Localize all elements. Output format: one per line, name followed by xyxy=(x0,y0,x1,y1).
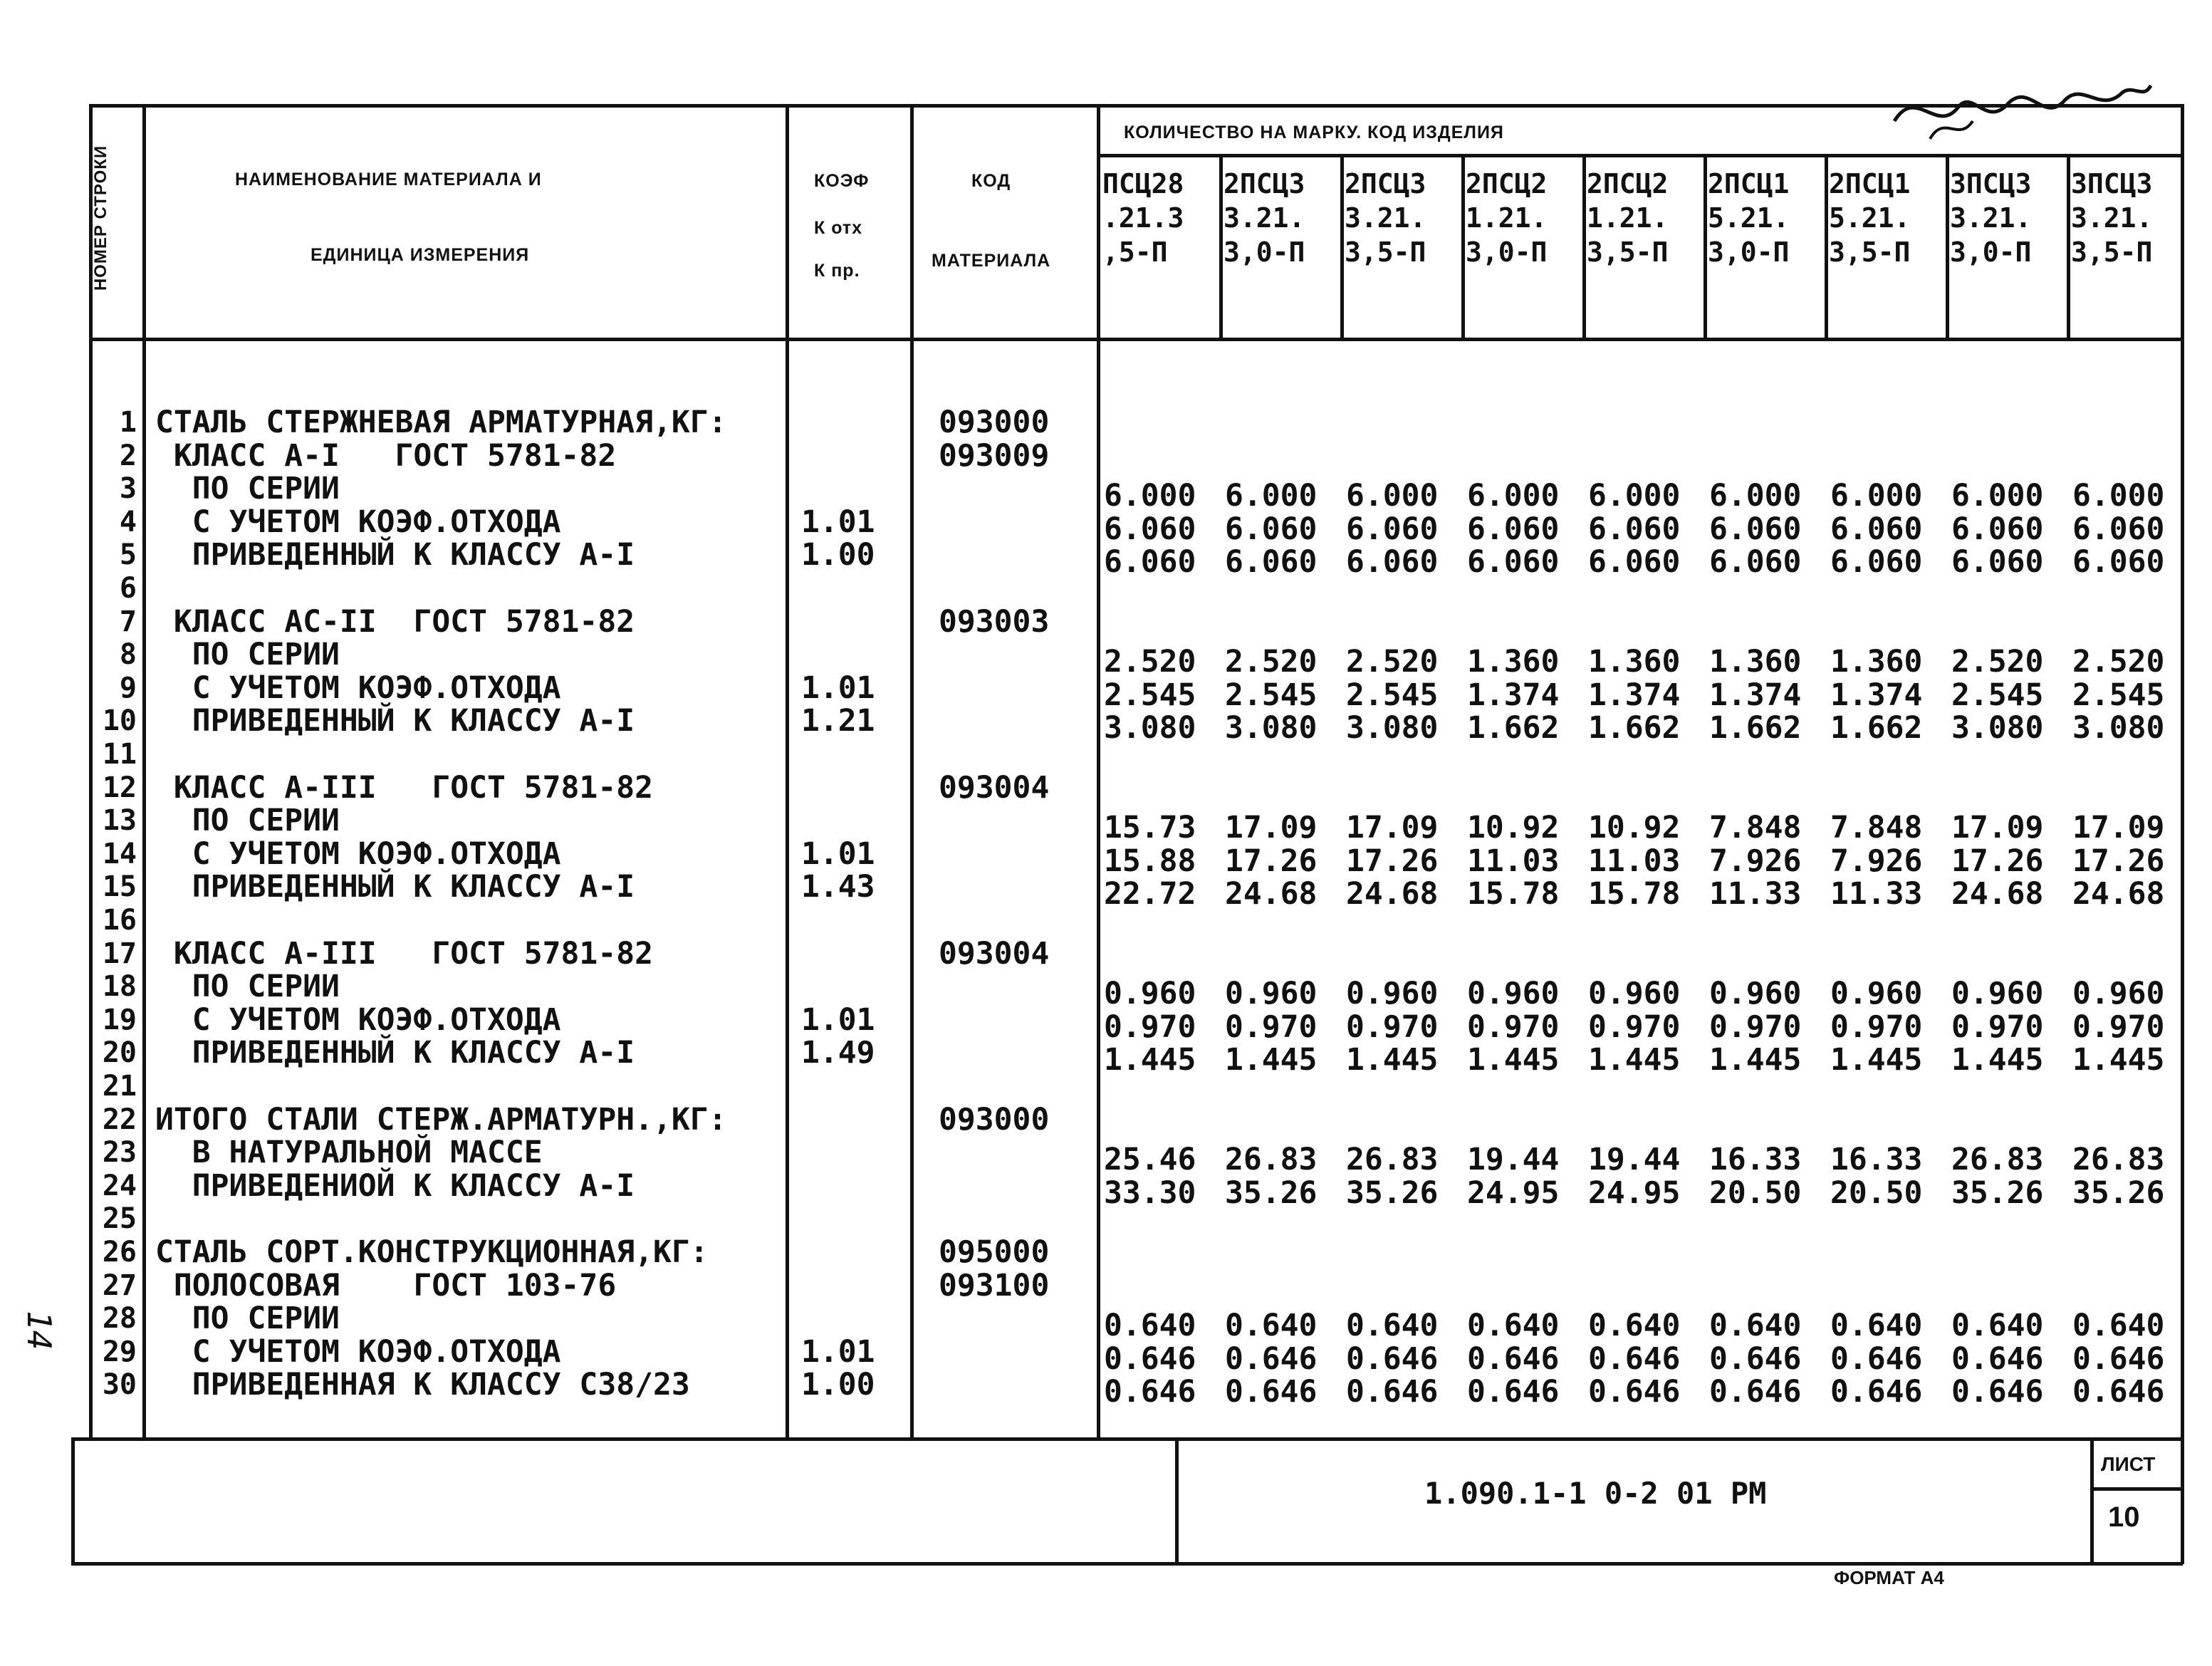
material-name: ПО СЕРИИ xyxy=(155,803,340,839)
quantity-cell: 15.78 xyxy=(1588,876,1681,912)
quantity-cell: 0.640 xyxy=(1346,1308,1439,1344)
quantity-cell: 26.83 xyxy=(1225,1142,1318,1178)
row-number: 18 xyxy=(102,970,137,1004)
quantity-cell: 6.000 xyxy=(1467,478,1560,514)
quantity-cell: 20.50 xyxy=(1830,1175,1923,1211)
material-name: СТАЛЬ СТЕРЖНЕВАЯ АРМАТУРНАЯ,КГ: xyxy=(155,405,727,440)
quantity-cell: 10.92 xyxy=(1588,810,1681,846)
quantity-cell: 7.926 xyxy=(1830,843,1923,879)
quantity-cell: 6.000 xyxy=(1225,478,1318,514)
qty-col-sep-8 xyxy=(2067,154,2070,339)
material-name: ПРИВЕДЕНИОЙ К КЛАССУ А-I xyxy=(155,1167,635,1204)
quantity-column-header-9-line1: 3ПСЦ3 xyxy=(2071,168,2153,199)
quantity-cell: 11.33 xyxy=(1709,876,1802,912)
quantity-cell: 0.646 xyxy=(2072,1374,2165,1410)
coef-header-line2: К отх xyxy=(814,218,863,238)
quantity-cell: 1.360 xyxy=(1830,644,1923,680)
material-header-line2: ЕДИНИЦА ИЗМЕРЕНИЯ xyxy=(311,245,530,265)
quantity-cell: 0.640 xyxy=(1225,1308,1318,1344)
row-number: 28 xyxy=(102,1302,137,1336)
row-number: 13 xyxy=(102,804,137,838)
quantity-cell: 2.520 xyxy=(1951,644,2044,680)
quantity-cell: 0.640 xyxy=(1588,1308,1681,1344)
material-name: ПО СЕРИИ xyxy=(155,969,340,1005)
quantity-cell: 1.445 xyxy=(1951,1042,2044,1078)
material-name: СТАЛЬ СОРТ.КОНСТРУКЦИОННАЯ,КГ: xyxy=(155,1234,709,1270)
quantity-cell: 0.640 xyxy=(1709,1308,1802,1344)
coefficient: 1.00 xyxy=(801,537,875,573)
quantity-cell: 0.646 xyxy=(1467,1340,1560,1377)
quantity-cell: 17.09 xyxy=(1346,810,1439,846)
quantity-cell: 1.445 xyxy=(1830,1042,1923,1078)
quantity-cell: 0.646 xyxy=(1346,1340,1439,1377)
quantity-cell: 0.960 xyxy=(1467,976,1560,1012)
quantity-column-header-6-line2: 5.21. xyxy=(1708,202,1790,234)
row-number: 2 xyxy=(119,439,137,472)
material-name: ПРИВЕДЕННЫЙ К КЛАССУ А-I xyxy=(155,703,635,739)
quantity-cell: 2.520 xyxy=(1225,644,1318,680)
row-number: 21 xyxy=(102,1070,137,1103)
material-header-line1: НАИМЕНОВАНИЕ МАТЕРИАЛА И xyxy=(235,170,542,189)
quantity-cell: 6.060 xyxy=(1467,511,1560,547)
coefficient: 1.01 xyxy=(801,1333,875,1370)
row-number: 14 xyxy=(102,837,137,870)
quantity-cell: 0.960 xyxy=(1951,976,2044,1012)
quantity-cell: 0.970 xyxy=(1830,1009,1923,1045)
frame-header-bottom xyxy=(89,338,2183,341)
material-name: С УЧЕТОМ КОЭФ.ОТХОДА xyxy=(155,1333,561,1370)
stamp-sep xyxy=(1175,1437,1179,1564)
quantity-cell: 1.662 xyxy=(1830,710,1923,746)
row-number: 26 xyxy=(102,1236,137,1269)
quantity-cell: 16.33 xyxy=(1709,1142,1802,1178)
quantity-cell: 17.09 xyxy=(2072,810,2165,846)
quantity-column-header-2-line2: 3.21. xyxy=(1224,202,1305,234)
row-number: 12 xyxy=(102,771,137,804)
quantity-cell: 1.360 xyxy=(1588,644,1681,680)
coef-header-line3: К пр. xyxy=(814,261,860,281)
quantity-cell: 17.26 xyxy=(1951,843,2044,879)
quantity-cell: 2.545 xyxy=(1104,677,1196,713)
quantity-column-header-1-line1: ПСЦ28 xyxy=(1102,168,1184,199)
material-name: ПРИВЕДЕННЫЙ К КЛАССУ А-I xyxy=(155,1035,635,1071)
quantity-cell: 6.000 xyxy=(1588,478,1681,514)
quantity-cell: 0.646 xyxy=(1588,1374,1681,1410)
material-name: ПОЛОСОВАЯ ГОСТ 103-76 xyxy=(155,1267,617,1303)
row-number: 4 xyxy=(119,505,137,538)
material-name: ИТОГО СТАЛИ СТЕРЖ.АРМАТУРН.,КГ: xyxy=(155,1101,727,1137)
quantity-cell: 1.662 xyxy=(1467,710,1560,746)
quantity-cell: 6.060 xyxy=(1225,544,1318,581)
material-name: ПО СЕРИИ xyxy=(155,637,340,673)
qty-col-sep-3 xyxy=(1461,154,1465,339)
col-sep-code xyxy=(1097,104,1100,1439)
signature-image xyxy=(1887,71,2158,150)
quantity-cell: 35.26 xyxy=(1225,1175,1318,1211)
quantity-cell: 1.445 xyxy=(2072,1042,2165,1078)
quantity-cell: 6.000 xyxy=(1104,478,1196,514)
quantity-column-header-5-line2: 1.21. xyxy=(1587,202,1669,234)
coefficient: 1.01 xyxy=(801,504,875,540)
quantity-cell: 1.360 xyxy=(1709,644,1802,680)
quantity-column-header-3-line3: 3,5-П xyxy=(1345,236,1426,268)
quantity-cell: 24.68 xyxy=(1951,876,2044,912)
document-code: 1.090.1-1 0-2 01 РМ xyxy=(1424,1476,1767,1511)
quantity-cell: 0.646 xyxy=(1830,1374,1923,1410)
row-number: 24 xyxy=(102,1169,137,1202)
row-number: 15 xyxy=(102,870,137,904)
quantity-cell: 6.000 xyxy=(2072,478,2165,514)
quantity-cell: 1.360 xyxy=(1467,644,1560,680)
quantity-cell: 1.445 xyxy=(1104,1042,1196,1078)
material-name: КЛАСС АС-II ГОСТ 5781-82 xyxy=(155,603,635,640)
col-sep-number xyxy=(142,104,146,1439)
row-number: 11 xyxy=(102,738,137,771)
quantity-cell: 0.970 xyxy=(1346,1009,1439,1045)
row-number: 9 xyxy=(119,671,137,704)
quantity-column-header-1-line3: ,5-П xyxy=(1102,236,1168,268)
quantity-cell: 3.080 xyxy=(1225,710,1318,746)
material-name: В НАТУРАЛЬНОЙ МАССЕ xyxy=(155,1135,543,1171)
quantity-cell: 0.960 xyxy=(1709,976,1802,1012)
row-number: 17 xyxy=(102,937,137,970)
quantity-cell: 0.960 xyxy=(2072,976,2165,1012)
quantity-cell: 16.33 xyxy=(1830,1142,1923,1178)
quantity-cell: 3.080 xyxy=(1346,710,1439,746)
quantity-cell: 19.44 xyxy=(1588,1142,1681,1178)
quantity-cell: 11.33 xyxy=(1830,876,1923,912)
quantity-column-header-2-line1: 2ПСЦ3 xyxy=(1224,168,1305,199)
quantity-cell: 0.970 xyxy=(1467,1009,1560,1045)
quantity-cell: 0.646 xyxy=(1709,1374,1802,1410)
quantity-cell: 0.640 xyxy=(1951,1308,2044,1344)
quantity-cell: 0.646 xyxy=(1709,1340,1802,1377)
coefficient: 1.01 xyxy=(801,1001,875,1038)
coefficient: 1.01 xyxy=(801,670,875,706)
stamp-sep-sheet xyxy=(2090,1437,2094,1564)
quantity-cell: 17.26 xyxy=(1225,843,1318,879)
quantity-cell: 35.26 xyxy=(1346,1175,1439,1211)
quantity-cell: 2.520 xyxy=(1346,644,1439,680)
quantity-column-header-8-line1: 3ПСЦ3 xyxy=(1950,168,2032,199)
quantity-cell: 6.000 xyxy=(1709,478,1802,514)
quantity-cell: 0.640 xyxy=(1104,1308,1196,1344)
material-name: ПРИВЕДЕННАЯ К КЛАССУ С38/23 xyxy=(155,1367,690,1403)
frame-bottom xyxy=(71,1562,2183,1566)
quantity-column-header-2-line3: 3,0-П xyxy=(1224,236,1305,268)
row-number: 25 xyxy=(102,1202,137,1236)
coefficient: 1.21 xyxy=(801,703,875,739)
quantity-column-header-4-line3: 3,0-П xyxy=(1466,236,1548,268)
quantity-cell: 2.545 xyxy=(1951,677,2044,713)
quantity-column-header-6-line3: 3,0-П xyxy=(1708,236,1790,268)
quantity-cell: 1.662 xyxy=(1709,710,1802,746)
quantity-cell: 2.545 xyxy=(2072,677,2165,713)
quantity-cell: 0.640 xyxy=(1467,1308,1560,1344)
quantity-cell: 15.78 xyxy=(1467,876,1560,912)
quantity-cell: 6.060 xyxy=(1104,544,1196,581)
quantity-cell: 6.000 xyxy=(1951,478,2044,514)
row-number: 8 xyxy=(119,638,137,672)
material-code: 093100 xyxy=(939,1267,1050,1303)
quantity-cell: 24.95 xyxy=(1467,1175,1560,1211)
quantity-cell: 35.26 xyxy=(1951,1175,2044,1211)
material-name: С УЧЕТОМ КОЭФ.ОТХОДА xyxy=(155,670,561,706)
quantity-cell: 6.060 xyxy=(2072,511,2165,547)
quantity-cell: 35.26 xyxy=(2072,1175,2165,1211)
quantity-cell: 0.646 xyxy=(1951,1340,2044,1377)
quantity-header-line xyxy=(1100,154,2183,157)
quantity-cell: 1.374 xyxy=(1830,677,1923,713)
quantity-cell: 2.520 xyxy=(2072,644,2165,680)
material-code: 093004 xyxy=(939,769,1050,806)
row-number: 20 xyxy=(102,1036,137,1070)
material-code: 093009 xyxy=(939,437,1050,474)
coefficient: 1.01 xyxy=(801,835,875,872)
quantity-column-header-7-line2: 5.21. xyxy=(1829,202,1911,234)
quantity-cell: 0.960 xyxy=(1104,976,1196,1012)
quantity-cell: 17.26 xyxy=(1346,843,1439,879)
material-code: 093000 xyxy=(939,1101,1050,1137)
quantity-column-header-5-line3: 3,5-П xyxy=(1587,236,1669,268)
quantity-cell: 6.060 xyxy=(1709,511,1802,547)
quantity-cell: 0.646 xyxy=(1467,1374,1560,1410)
material-code: 093004 xyxy=(939,935,1050,972)
row-number: 6 xyxy=(119,572,137,605)
quantity-column-header-7-line1: 2ПСЦ1 xyxy=(1829,168,1911,199)
quantity-cell: 0.646 xyxy=(1104,1374,1196,1410)
quantity-cell: 6.060 xyxy=(1951,511,2044,547)
quantity-cell: 24.95 xyxy=(1588,1175,1681,1211)
quantity-cell: 25.46 xyxy=(1104,1142,1196,1178)
row-number: 16 xyxy=(102,904,137,937)
quantity-cell: 6.060 xyxy=(1467,544,1560,581)
quantity-cell: 6.060 xyxy=(1588,544,1681,581)
code-header-line1: КОД xyxy=(971,171,1011,191)
row-number: 10 xyxy=(102,704,137,738)
quantity-cell: 24.68 xyxy=(2072,876,2165,912)
quantity-cell: 6.060 xyxy=(1951,544,2044,581)
row-number: 22 xyxy=(102,1103,137,1136)
col-sep-coef xyxy=(910,104,914,1439)
quantity-cell: 1.374 xyxy=(1588,677,1681,713)
frame-top xyxy=(89,104,2183,108)
qty-col-sep-5 xyxy=(1704,154,1707,339)
col-sep-name xyxy=(786,104,789,1439)
quantity-cell: 6.060 xyxy=(1225,511,1318,547)
qty-col-sep-6 xyxy=(1825,154,1828,339)
quantity-cell: 20.50 xyxy=(1709,1175,1802,1211)
quantity-cell: 1.445 xyxy=(1346,1042,1439,1078)
quantity-cell: 6.060 xyxy=(2072,544,2165,581)
quantity-column-header-5-line1: 2ПСЦ2 xyxy=(1587,168,1669,199)
quantity-cell: 0.640 xyxy=(2072,1308,2165,1344)
frame-table-bottom xyxy=(71,1437,2183,1441)
material-name: С УЧЕТОМ КОЭФ.ОТХОДА xyxy=(155,1001,561,1038)
quantity-cell: 15.88 xyxy=(1104,843,1196,879)
quantity-cell: 6.060 xyxy=(1346,511,1439,547)
row-number: 3 xyxy=(119,472,137,506)
quantity-cell: 1.374 xyxy=(1709,677,1802,713)
quantity-cell: 7.926 xyxy=(1709,843,1802,879)
row-number: 19 xyxy=(102,1003,137,1036)
quantity-cell: 6.060 xyxy=(1830,544,1923,581)
quantity-cell: 0.970 xyxy=(1951,1009,2044,1045)
coefficient: 1.00 xyxy=(801,1367,875,1403)
material-name: ПРИВЕДЕННЫЙ К КЛАССУ А-I xyxy=(155,537,635,573)
quantity-cell: 1.445 xyxy=(1467,1042,1560,1078)
coefficient: 1.49 xyxy=(801,1035,875,1071)
frame-left-outer xyxy=(71,1437,75,1564)
quantity-cell: 2.545 xyxy=(1346,677,1439,713)
quantity-cell: 0.960 xyxy=(1830,976,1923,1012)
material-name: С УЧЕТОМ КОЭФ.ОТХОДА xyxy=(155,504,561,540)
quantity-column-header-1-line2: .21.3 xyxy=(1102,202,1184,234)
qty-col-sep-7 xyxy=(1946,154,1949,339)
quantity-cell: 0.640 xyxy=(1830,1308,1923,1344)
quantity-cell: 0.970 xyxy=(1225,1009,1318,1045)
coefficient: 1.43 xyxy=(801,869,875,905)
material-code: 093000 xyxy=(939,405,1050,440)
quantity-column-header-3-line2: 3.21. xyxy=(1345,202,1426,234)
row-number: 1 xyxy=(119,406,137,439)
quantity-cell: 3.080 xyxy=(1104,710,1196,746)
quantity-cell: 22.72 xyxy=(1104,876,1196,912)
quantity-cell: 6.060 xyxy=(1709,544,1802,581)
quantity-cell: 19.44 xyxy=(1467,1142,1560,1178)
row-number: 27 xyxy=(102,1269,137,1302)
quantity-cell: 0.960 xyxy=(1588,976,1681,1012)
quantity-cell: 1.662 xyxy=(1588,710,1681,746)
quantity-cell: 6.060 xyxy=(1346,544,1439,581)
quantity-cell: 0.646 xyxy=(1104,1340,1196,1377)
row-number: 7 xyxy=(119,605,137,638)
quantity-column-header-3-line1: 2ПСЦ3 xyxy=(1345,168,1426,199)
quantity-cell: 26.83 xyxy=(1951,1142,2044,1178)
quantity-column-header-4-line1: 2ПСЦ2 xyxy=(1466,168,1548,199)
quantity-cell: 0.646 xyxy=(1830,1340,1923,1377)
quantity-cell: 0.960 xyxy=(1346,976,1439,1012)
quantity-cell: 0.646 xyxy=(1588,1340,1681,1377)
material-name: КЛАСС А-I ГОСТ 5781-82 xyxy=(155,437,617,474)
quantity-column-header-7-line3: 3,5-П xyxy=(1829,236,1911,268)
quantity-column-header-8-line3: 3,0-П xyxy=(1950,236,2032,268)
quantity-header: КОЛИЧЕСТВО НА МАРКУ. КОД ИЗДЕЛИЯ xyxy=(1124,123,1504,142)
material-name: ПРИВЕДЕННЫЙ К КЛАССУ А-I xyxy=(155,869,635,905)
quantity-cell: 24.68 xyxy=(1225,876,1318,912)
quantity-cell: 6.000 xyxy=(1830,478,1923,514)
quantity-column-header-6-line1: 2ПСЦ1 xyxy=(1708,168,1790,199)
row-number: 30 xyxy=(102,1368,137,1402)
material-code: 095000 xyxy=(939,1234,1050,1270)
quantity-cell: 17.26 xyxy=(2072,843,2165,879)
quantity-cell: 26.83 xyxy=(1346,1142,1439,1178)
quantity-cell: 0.960 xyxy=(1225,976,1318,1012)
quantity-cell: 0.970 xyxy=(1104,1009,1196,1045)
quantity-cell: 10.92 xyxy=(1467,810,1560,846)
sheet-label: ЛИСТ xyxy=(2101,1453,2156,1475)
quantity-cell: 7.848 xyxy=(1709,810,1802,846)
quantity-cell: 1.445 xyxy=(1225,1042,1318,1078)
coef-header-line1: КОЭФ xyxy=(814,171,870,191)
quantity-cell: 6.060 xyxy=(1588,511,1681,547)
quantity-cell: 17.09 xyxy=(1951,810,2044,846)
material-name: КЛАСС А-III ГОСТ 5781-82 xyxy=(155,769,653,806)
material-name: КЛАСС А-III ГОСТ 5781-82 xyxy=(155,935,653,972)
code-header-line2: МАТЕРИАЛА xyxy=(932,251,1051,271)
quantity-cell: 3.080 xyxy=(2072,710,2165,746)
row-number-header: НОМЕР СТРОКИ xyxy=(91,145,110,291)
quantity-column-header-4-line2: 1.21. xyxy=(1466,202,1548,234)
quantity-cell: 17.09 xyxy=(1225,810,1318,846)
qty-col-sep-4 xyxy=(1582,154,1586,339)
material-code: 093003 xyxy=(939,603,1050,640)
quantity-cell: 11.03 xyxy=(1467,843,1560,879)
quantity-cell: 1.374 xyxy=(1467,677,1560,713)
quantity-cell: 0.646 xyxy=(1225,1374,1318,1410)
quantity-cell: 0.970 xyxy=(1709,1009,1802,1045)
quantity-cell: 15.73 xyxy=(1104,810,1196,846)
quantity-cell: 0.646 xyxy=(2072,1340,2165,1377)
format-label: ФОРМАТ А4 xyxy=(1834,1567,1944,1588)
material-name: ПО СЕРИИ xyxy=(155,471,340,507)
quantity-cell: 2.545 xyxy=(1225,677,1318,713)
side-mark: 14 xyxy=(20,1311,58,1350)
material-name: С УЧЕТОМ КОЭФ.ОТХОДА xyxy=(155,835,561,872)
quantity-cell: 24.68 xyxy=(1346,876,1439,912)
sheet-number: 10 xyxy=(2108,1501,2140,1533)
qty-col-sep-1 xyxy=(1219,154,1223,339)
quantity-cell: 6.060 xyxy=(1830,511,1923,547)
frame-right xyxy=(2181,104,2184,1564)
quantity-column-header-8-line2: 3.21. xyxy=(1950,202,2032,234)
quantity-cell: 26.83 xyxy=(2072,1142,2165,1178)
quantity-cell: 2.520 xyxy=(1104,644,1196,680)
quantity-cell: 3.080 xyxy=(1951,710,2044,746)
quantity-cell: 33.30 xyxy=(1104,1175,1196,1211)
quantity-cell: 0.646 xyxy=(1225,1340,1318,1377)
row-number: 29 xyxy=(102,1335,137,1368)
quantity-cell: 7.848 xyxy=(1830,810,1923,846)
qty-col-sep-2 xyxy=(1340,154,1344,339)
quantity-column-header-9-line3: 3,5-П xyxy=(2071,236,2153,268)
quantity-cell: 6.060 xyxy=(1104,511,1196,547)
quantity-cell: 0.970 xyxy=(1588,1009,1681,1045)
stamp-divider xyxy=(2090,1487,2183,1491)
material-name: ПО СЕРИИ xyxy=(155,1301,340,1337)
quantity-cell: 1.445 xyxy=(1709,1042,1802,1078)
quantity-cell: 1.445 xyxy=(1588,1042,1681,1078)
quantity-cell: 0.970 xyxy=(2072,1009,2165,1045)
quantity-cell: 0.646 xyxy=(1346,1374,1439,1410)
quantity-column-header-9-line2: 3.21. xyxy=(2071,202,2153,234)
quantity-cell: 6.000 xyxy=(1346,478,1439,514)
quantity-cell: 11.03 xyxy=(1588,843,1681,879)
row-number: 23 xyxy=(102,1136,137,1170)
row-number: 5 xyxy=(119,538,137,572)
quantity-cell: 0.646 xyxy=(1951,1374,2044,1410)
